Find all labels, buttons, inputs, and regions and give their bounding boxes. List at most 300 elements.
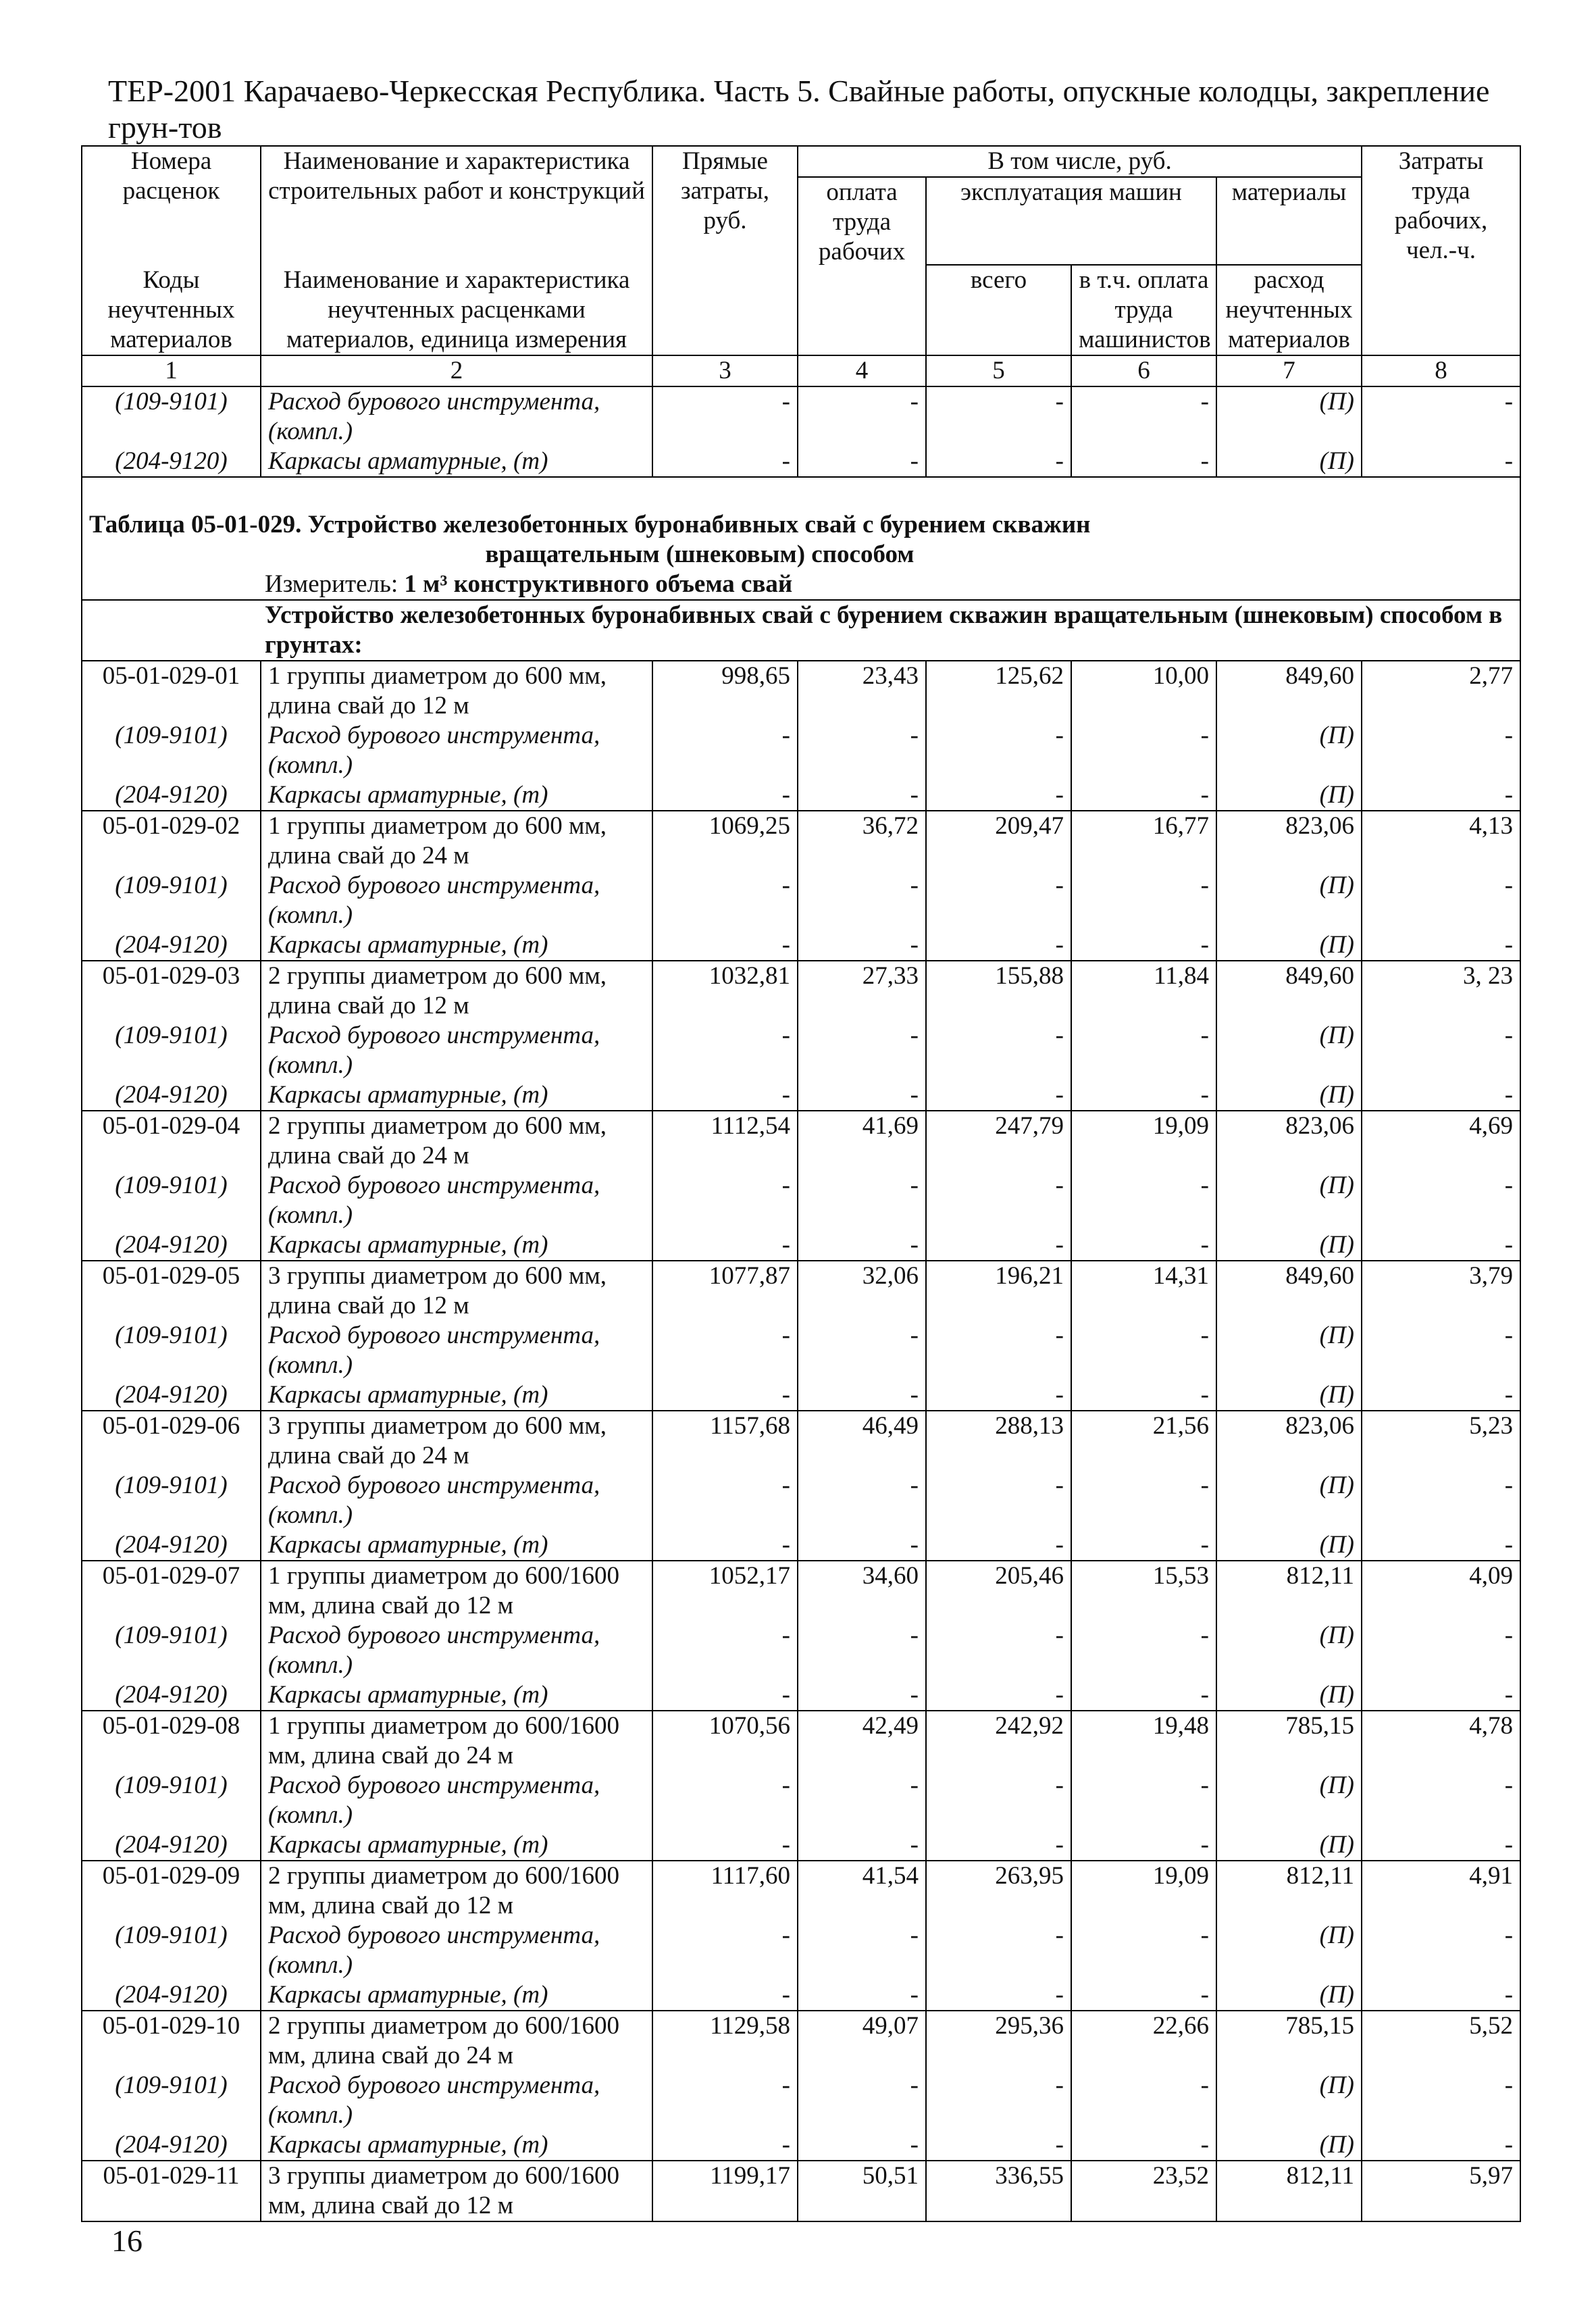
value-cell: 16,77 bbox=[1071, 811, 1216, 871]
value-cell: - bbox=[1071, 1621, 1216, 1680]
material-code: (109-9101) bbox=[82, 721, 261, 780]
value-cell: - bbox=[1071, 871, 1216, 930]
rate-name: 2 группы диаметром до 600 мм, длина свай до 12 м bbox=[261, 961, 652, 1021]
value-cell: - bbox=[1071, 386, 1216, 447]
value-cell: (П) bbox=[1216, 721, 1362, 780]
value-cell: 4,91 bbox=[1362, 1861, 1520, 1921]
rate-name: 2 группы диаметром до 600/1600 мм, длина свай до 12 м bbox=[261, 1861, 652, 1921]
material-name: Расход бурового инструмента, (компл.) bbox=[261, 1321, 652, 1380]
col4-header: оплата труда рабочих bbox=[798, 177, 926, 355]
value-cell: - bbox=[1362, 447, 1520, 477]
col2-header: Наименование и характеристика строительных работ и конструкций Наименование и характеристика неучтенных расценками материалов, единица измерения bbox=[261, 146, 652, 355]
rate-row bbox=[82, 1261, 1520, 1321]
column-number: 2 bbox=[261, 355, 652, 386]
page-number: 16 bbox=[111, 2223, 143, 2258]
value-cell: - bbox=[926, 1230, 1071, 1261]
measure-unit: 1 м³ конструктивного объема свай bbox=[404, 570, 793, 598]
value-cell: 21,56 bbox=[1071, 1411, 1216, 1471]
measure-text bbox=[82, 570, 1520, 600]
value-cell: 5,97 bbox=[1362, 2161, 1520, 2221]
material-code: (204-9120) bbox=[82, 1680, 261, 1711]
value-cell: - bbox=[798, 2071, 926, 2130]
value-cell: - bbox=[652, 1771, 798, 1830]
value-cell: - bbox=[1071, 1380, 1216, 1411]
value-cell: 42,49 bbox=[798, 1711, 926, 1771]
value-cell: - bbox=[926, 2071, 1071, 2130]
value-cell: (П) bbox=[1216, 447, 1362, 477]
value-cell: - bbox=[926, 1830, 1071, 1861]
value-cell: - bbox=[1071, 1771, 1216, 1830]
value-cell: - bbox=[1362, 1080, 1520, 1111]
rate-name: 3 группы диаметром до 600 мм, длина свай до 12 м bbox=[261, 1261, 652, 1321]
material-code: (109-9101) bbox=[82, 871, 261, 930]
measure-prefix: Измеритель: bbox=[265, 570, 405, 598]
rate-code: 05-01-029-02 bbox=[82, 811, 261, 871]
value-cell: 4,13 bbox=[1362, 811, 1520, 871]
material-name: Каркасы арматурные, (т) bbox=[261, 2130, 652, 2161]
value-cell: - bbox=[652, 1471, 798, 1530]
lead-material-row bbox=[82, 386, 1520, 447]
material-code: (109-9101) bbox=[82, 1471, 261, 1530]
material-name: Расход бурового инструмента, (компл.) bbox=[261, 721, 652, 780]
material-name: Каркасы арматурные, (т) bbox=[261, 1980, 652, 2011]
material-code: (109-9101) bbox=[82, 1771, 261, 1830]
measure-row bbox=[82, 570, 1520, 600]
value-cell: 27,33 bbox=[798, 961, 926, 1021]
col5-header: всего bbox=[926, 265, 1071, 355]
value-cell: - bbox=[798, 447, 926, 477]
page-header-title: ТЕР-2001 Карачаево-Черкесская Республика. Часть 5. Свайные работы, опускные колодцы, закрепление грун-тов bbox=[108, 74, 1490, 145]
value-cell: - bbox=[798, 1171, 926, 1230]
value-cell: - bbox=[926, 1980, 1071, 2011]
value-cell: - bbox=[1362, 1230, 1520, 1261]
value-cell: - bbox=[926, 1321, 1071, 1380]
value-cell: 5,52 bbox=[1362, 2011, 1520, 2071]
value-cell: - bbox=[1362, 2130, 1520, 2161]
rate-code: 05-01-029-03 bbox=[82, 961, 261, 1021]
rate-row bbox=[82, 1561, 1520, 1621]
value-cell: - bbox=[926, 1771, 1071, 1830]
value-cell: - bbox=[1362, 1621, 1520, 1680]
value-cell: (П) bbox=[1216, 871, 1362, 930]
material-row bbox=[82, 1471, 1520, 1530]
value-cell: (П) bbox=[1216, 1171, 1362, 1230]
value-cell: - bbox=[1362, 2071, 1520, 2130]
value-cell: 4,78 bbox=[1362, 1711, 1520, 1771]
material-row bbox=[82, 1230, 1520, 1261]
column-number: 8 bbox=[1362, 355, 1520, 386]
value-cell: - bbox=[798, 1471, 926, 1530]
value-cell: 849,60 bbox=[1216, 1261, 1362, 1321]
value-cell: 823,06 bbox=[1216, 811, 1362, 871]
value-cell: (П) bbox=[1216, 1021, 1362, 1080]
value-cell: (П) bbox=[1216, 1080, 1362, 1111]
value-cell: 5,23 bbox=[1362, 1411, 1520, 1471]
material-name: Каркасы арматурные, (т) bbox=[261, 1830, 652, 1861]
value-cell: - bbox=[1071, 1921, 1216, 1980]
column-number: 7 bbox=[1216, 355, 1362, 386]
material-name: Расход бурового инструмента, (компл.) bbox=[261, 1621, 652, 1680]
value-cell: - bbox=[652, 1171, 798, 1230]
value-cell: - bbox=[798, 1080, 926, 1111]
material-row bbox=[82, 1321, 1520, 1380]
column-number: 3 bbox=[652, 355, 798, 386]
value-cell: 295,36 bbox=[926, 2011, 1071, 2071]
value-cell: 1199,17 bbox=[652, 2161, 798, 2221]
value-cell: 849,60 bbox=[1216, 661, 1362, 721]
value-cell: (П) bbox=[1216, 1921, 1362, 1980]
column-number: 1 bbox=[82, 355, 261, 386]
value-cell: 36,72 bbox=[798, 811, 926, 871]
value-cell: 155,88 bbox=[926, 961, 1071, 1021]
value-cell: 3,79 bbox=[1362, 1261, 1520, 1321]
material-name: Каркасы арматурные, (т) bbox=[261, 447, 652, 477]
value-cell: 1032,81 bbox=[652, 961, 798, 1021]
value-cell: 849,60 bbox=[1216, 961, 1362, 1021]
value-cell: - bbox=[798, 1230, 926, 1261]
material-code: (109-9101) bbox=[82, 1021, 261, 1080]
rate-name: 2 группы диаметром до 600 мм, длина свай до 24 м bbox=[261, 1111, 652, 1171]
value-cell: 32,06 bbox=[798, 1261, 926, 1321]
value-cell: (П) bbox=[1216, 930, 1362, 961]
value-cell: 242,92 bbox=[926, 1711, 1071, 1771]
value-cell: 196,21 bbox=[926, 1261, 1071, 1321]
value-cell: - bbox=[1362, 1380, 1520, 1411]
value-cell: - bbox=[652, 1230, 798, 1261]
material-name: Расход бурового инструмента, (компл.) bbox=[261, 1771, 652, 1830]
value-cell: - bbox=[926, 1621, 1071, 1680]
column-number: 6 bbox=[1071, 355, 1216, 386]
value-cell: 288,13 bbox=[926, 1411, 1071, 1471]
value-cell: - bbox=[652, 1380, 798, 1411]
value-cell: - bbox=[1362, 386, 1520, 447]
rate-code: 05-01-029-01 bbox=[82, 661, 261, 721]
value-cell: - bbox=[1362, 780, 1520, 811]
value-cell: - bbox=[798, 1621, 926, 1680]
rate-name: 1 группы диаметром до 600/1600 мм, длина свай до 12 м bbox=[261, 1561, 652, 1621]
value-cell: 10,00 bbox=[1071, 661, 1216, 721]
material-name: Каркасы арматурные, (т) bbox=[261, 1680, 652, 1711]
value-cell: 19,09 bbox=[1071, 1111, 1216, 1171]
rate-name: 1 группы диаметром до 600 мм, длина свай до 12 м bbox=[261, 661, 652, 721]
value-cell: (П) bbox=[1216, 1230, 1362, 1261]
material-code: (109-9101) bbox=[82, 1921, 261, 1980]
table-title-line2: вращательным (шнековым) способом bbox=[485, 540, 915, 568]
material-code: (204-9120) bbox=[82, 2130, 261, 2161]
material-code: (109-9101) bbox=[82, 386, 261, 447]
material-row bbox=[82, 1680, 1520, 1711]
section-description: Устройство железобетонных буронабивных свай с бурением скважин вращательным (шнековым) способом в грунтах: bbox=[82, 600, 1520, 661]
material-row bbox=[82, 1530, 1520, 1561]
value-cell: 205,46 bbox=[926, 1561, 1071, 1621]
value-cell: - bbox=[1071, 780, 1216, 811]
material-row bbox=[82, 1921, 1520, 1980]
value-cell: (П) bbox=[1216, 1321, 1362, 1380]
rate-code: 05-01-029-05 bbox=[82, 1261, 261, 1321]
value-cell: 23,52 bbox=[1071, 2161, 1216, 2221]
value-cell: (П) bbox=[1216, 386, 1362, 447]
rate-row bbox=[82, 2161, 1520, 2221]
value-cell: 1112,54 bbox=[652, 1111, 798, 1171]
value-cell: - bbox=[1071, 721, 1216, 780]
value-cell: - bbox=[926, 1471, 1071, 1530]
material-code: (109-9101) bbox=[82, 1171, 261, 1230]
materials-header: материалы bbox=[1216, 177, 1362, 265]
value-cell: (П) bbox=[1216, 1830, 1362, 1861]
value-cell: - bbox=[1071, 447, 1216, 477]
material-name: Расход бурового инструмента, (компл.) bbox=[261, 1171, 652, 1230]
value-cell: - bbox=[926, 2130, 1071, 2161]
material-row bbox=[82, 1771, 1520, 1830]
value-cell: - bbox=[652, 871, 798, 930]
value-cell: (П) bbox=[1216, 1621, 1362, 1680]
column-number: 5 bbox=[926, 355, 1071, 386]
material-name: Расход бурового инструмента, (компл.) bbox=[261, 871, 652, 930]
lead-material-row bbox=[82, 447, 1520, 477]
rate-name: 1 группы диаметром до 600/1600 мм, длина свай до 24 м bbox=[261, 1711, 652, 1771]
section-title-row bbox=[82, 477, 1520, 570]
material-code: (204-9120) bbox=[82, 780, 261, 811]
value-cell: 812,11 bbox=[1216, 1861, 1362, 1921]
value-cell: - bbox=[926, 1080, 1071, 1111]
value-cell: 41,54 bbox=[798, 1861, 926, 1921]
value-cell: - bbox=[652, 1621, 798, 1680]
value-cell: - bbox=[798, 1830, 926, 1861]
value-cell: - bbox=[1362, 1171, 1520, 1230]
value-cell: - bbox=[798, 2130, 926, 2161]
value-cell: - bbox=[652, 930, 798, 961]
rate-code: 05-01-029-10 bbox=[82, 2011, 261, 2071]
description-row bbox=[82, 600, 1520, 661]
rate-row bbox=[82, 1861, 1520, 1921]
value-cell: 4,09 bbox=[1362, 1561, 1520, 1621]
value-cell: - bbox=[926, 1171, 1071, 1230]
material-row bbox=[82, 1171, 1520, 1230]
value-cell: - bbox=[926, 1680, 1071, 1711]
value-cell: - bbox=[1362, 930, 1520, 961]
value-cell: 49,07 bbox=[798, 2011, 926, 2071]
value-cell: 823,06 bbox=[1216, 1411, 1362, 1471]
value-cell: 1129,58 bbox=[652, 2011, 798, 2071]
value-cell: - bbox=[1071, 1830, 1216, 1861]
value-cell: 19,48 bbox=[1071, 1711, 1216, 1771]
material-row bbox=[82, 2071, 1520, 2130]
rate-row bbox=[82, 661, 1520, 721]
value-cell: 50,51 bbox=[798, 2161, 926, 2221]
value-cell: 823,06 bbox=[1216, 1111, 1362, 1171]
value-cell: - bbox=[798, 1921, 926, 1980]
rate-code: 05-01-029-11 bbox=[82, 2161, 261, 2221]
material-row bbox=[82, 1380, 1520, 1411]
value-cell: - bbox=[1071, 1680, 1216, 1711]
value-cell: - bbox=[798, 1530, 926, 1561]
material-row bbox=[82, 871, 1520, 930]
value-cell: - bbox=[1071, 2130, 1216, 2161]
value-cell: - bbox=[652, 1980, 798, 2011]
value-cell: - bbox=[652, 1680, 798, 1711]
value-cell: - bbox=[926, 386, 1071, 447]
value-cell: (П) bbox=[1216, 780, 1362, 811]
rate-code: 05-01-029-04 bbox=[82, 1111, 261, 1171]
rate-code: 05-01-029-08 bbox=[82, 1711, 261, 1771]
column-number: 4 bbox=[798, 355, 926, 386]
material-code: (109-9101) bbox=[82, 1621, 261, 1680]
value-cell: - bbox=[1071, 1230, 1216, 1261]
machines-header: эксплуатация машин bbox=[926, 177, 1216, 265]
value-cell: (П) bbox=[1216, 1530, 1362, 1561]
col6-header: в т.ч. оплата труда машинистов bbox=[1071, 265, 1216, 355]
col1-header: Номера расценок Коды неучтенных материалов bbox=[82, 146, 261, 355]
value-cell: - bbox=[798, 871, 926, 930]
value-cell: - bbox=[1071, 1530, 1216, 1561]
value-cell: 14,31 bbox=[1071, 1261, 1216, 1321]
value-cell: 785,15 bbox=[1216, 2011, 1362, 2071]
value-cell: 1117,60 bbox=[652, 1861, 798, 1921]
value-cell: - bbox=[1362, 1471, 1520, 1530]
value-cell: - bbox=[798, 1021, 926, 1080]
value-cell: - bbox=[798, 1321, 926, 1380]
incl-header: В том числе, руб. bbox=[798, 146, 1362, 177]
value-cell: 209,47 bbox=[926, 811, 1071, 871]
value-cell: 22,66 bbox=[1071, 2011, 1216, 2071]
value-cell: 46,49 bbox=[798, 1411, 926, 1471]
material-name: Расход бурового инструмента, (компл.) bbox=[261, 1021, 652, 1080]
material-code: (204-9120) bbox=[82, 1980, 261, 2011]
material-code: (109-9101) bbox=[82, 2071, 261, 2130]
rate-code: 05-01-029-07 bbox=[82, 1561, 261, 1621]
rate-name: 3 группы диаметром до 600/1600 мм, длина свай до 12 м bbox=[261, 2161, 652, 2221]
value-cell: - bbox=[1362, 871, 1520, 930]
value-cell: - bbox=[652, 447, 798, 477]
material-name: Расход бурового инструмента, (компл.) bbox=[261, 2071, 652, 2130]
material-row bbox=[82, 1830, 1520, 1861]
value-cell: 785,15 bbox=[1216, 1711, 1362, 1771]
value-cell: - bbox=[798, 930, 926, 961]
value-cell: - bbox=[652, 1080, 798, 1111]
col8-header: Затраты труда рабочих, чел.-ч. bbox=[1362, 146, 1520, 355]
material-code: (204-9120) bbox=[82, 1380, 261, 1411]
value-cell: - bbox=[1362, 1830, 1520, 1861]
value-cell: - bbox=[1362, 721, 1520, 780]
material-row bbox=[82, 721, 1520, 780]
value-cell: - bbox=[1362, 1530, 1520, 1561]
value-cell: - bbox=[652, 1530, 798, 1561]
material-name: Каркасы арматурные, (т) bbox=[261, 1530, 652, 1561]
material-code: (204-9120) bbox=[82, 1830, 261, 1861]
material-name: Каркасы арматурные, (т) bbox=[261, 1080, 652, 1111]
header-row-1 bbox=[82, 146, 1520, 177]
material-row bbox=[82, 2130, 1520, 2161]
value-cell: 2,77 bbox=[1362, 661, 1520, 721]
value-cell: - bbox=[798, 721, 926, 780]
value-cell: - bbox=[652, 1830, 798, 1861]
col7-header: расход неучтенных материалов bbox=[1216, 265, 1362, 355]
value-cell: - bbox=[652, 2071, 798, 2130]
material-name: Расход бурового инструмента, (компл.) bbox=[261, 1921, 652, 1980]
value-cell: 41,69 bbox=[798, 1111, 926, 1171]
value-cell: 1069,25 bbox=[652, 811, 798, 871]
value-cell: 1070,56 bbox=[652, 1711, 798, 1771]
value-cell: (П) bbox=[1216, 1380, 1362, 1411]
value-cell: - bbox=[798, 1980, 926, 2011]
value-cell: - bbox=[926, 780, 1071, 811]
rate-name: 3 группы диаметром до 600 мм, длина свай до 24 м bbox=[261, 1411, 652, 1471]
value-cell: (П) bbox=[1216, 1471, 1362, 1530]
material-name: Каркасы арматурные, (т) bbox=[261, 930, 652, 961]
value-cell: - bbox=[652, 1321, 798, 1380]
material-row bbox=[82, 1980, 1520, 2011]
value-cell: 1077,87 bbox=[652, 1261, 798, 1321]
material-code: (204-9120) bbox=[82, 930, 261, 961]
table-title-line1: Таблица 05-01-029. Устройство железобетонных буронабивных свай с бурением скважин bbox=[89, 511, 1091, 538]
material-code: (109-9101) bbox=[82, 1321, 261, 1380]
value-cell: - bbox=[1362, 1021, 1520, 1080]
value-cell: - bbox=[798, 780, 926, 811]
material-name: Расход бурового инструмента, (компл.) bbox=[261, 386, 652, 447]
value-cell: 125,62 bbox=[926, 661, 1071, 721]
value-cell: - bbox=[1071, 1021, 1216, 1080]
value-cell: 263,95 bbox=[926, 1861, 1071, 1921]
value-cell: (П) bbox=[1216, 2071, 1362, 2130]
value-cell: - bbox=[652, 721, 798, 780]
value-cell: 812,11 bbox=[1216, 1561, 1362, 1621]
material-code: (204-9120) bbox=[82, 1530, 261, 1561]
value-cell: 19,09 bbox=[1071, 1861, 1216, 1921]
value-cell: - bbox=[798, 1771, 926, 1830]
value-cell: - bbox=[652, 386, 798, 447]
value-cell: 812,11 bbox=[1216, 2161, 1362, 2221]
rate-row bbox=[82, 2011, 1520, 2071]
value-cell: - bbox=[1362, 1921, 1520, 1980]
value-cell: - bbox=[926, 721, 1071, 780]
value-cell: 247,79 bbox=[926, 1111, 1071, 1171]
material-code: (204-9120) bbox=[82, 447, 261, 477]
material-code: (204-9120) bbox=[82, 1080, 261, 1111]
value-cell: - bbox=[652, 2130, 798, 2161]
value-cell: 23,43 bbox=[798, 661, 926, 721]
material-name: Каркасы арматурные, (т) bbox=[261, 1230, 652, 1261]
value-cell: - bbox=[1071, 1080, 1216, 1111]
rate-code: 05-01-029-06 bbox=[82, 1411, 261, 1471]
value-cell: 998,65 bbox=[652, 661, 798, 721]
value-cell: 11,84 bbox=[1071, 961, 1216, 1021]
rate-row bbox=[82, 1411, 1520, 1471]
value-cell: 1052,17 bbox=[652, 1561, 798, 1621]
value-cell: - bbox=[1362, 1980, 1520, 2011]
value-cell: (П) bbox=[1216, 2130, 1362, 2161]
col3-header: Прямые затраты, руб. bbox=[652, 146, 798, 355]
material-name: Каркасы арматурные, (т) bbox=[261, 780, 652, 811]
value-cell: - bbox=[1071, 1980, 1216, 2011]
material-code: (204-9120) bbox=[82, 1230, 261, 1261]
value-cell: - bbox=[1362, 1771, 1520, 1830]
value-cell: - bbox=[1071, 930, 1216, 961]
value-cell: (П) bbox=[1216, 1680, 1362, 1711]
value-cell: (П) bbox=[1216, 1980, 1362, 2011]
value-cell: - bbox=[1071, 2071, 1216, 2130]
value-cell: - bbox=[926, 447, 1071, 477]
value-cell: (П) bbox=[1216, 1771, 1362, 1830]
material-row bbox=[82, 1080, 1520, 1111]
value-cell: - bbox=[926, 1380, 1071, 1411]
rates-table bbox=[81, 145, 1521, 2222]
table-title bbox=[82, 477, 1520, 570]
rate-row bbox=[82, 961, 1520, 1021]
value-cell: - bbox=[926, 1021, 1071, 1080]
rate-code: 05-01-029-09 bbox=[82, 1861, 261, 1921]
material-row bbox=[82, 1621, 1520, 1680]
value-cell: 34,60 bbox=[798, 1561, 926, 1621]
